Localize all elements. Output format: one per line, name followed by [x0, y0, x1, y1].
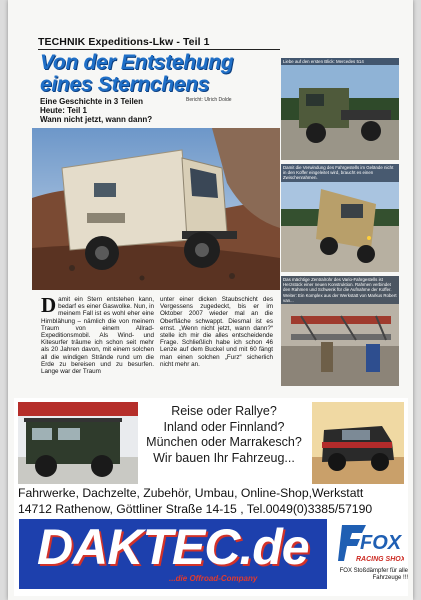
ad-question-4: Wir bauen Ihr Fahrzeug...	[153, 450, 295, 465]
ad-pajero-photo	[312, 402, 404, 484]
ad-question-3: München oder Marrakesch?	[146, 435, 302, 449]
article-column-2: unter einer dicken Staubschicht des Vergessens zugedeckt, bis er im Oktober 2007 wieder mal an die Oberfläche schwappt. Diesmal ist es ernst. „Wenn nicht jetzt, wann dann?“ stelle ich mir die alles entscheidende Frage. Schließlich habe ich schon 46 Lenze auf dem Buckel und mit 60 fängt man einen solchen „Furz“ sicherlich nicht mehr an.	[160, 296, 273, 368]
section-heading: TECHNIK Expeditions-Lkw - Teil 1	[38, 36, 210, 48]
drop-cap: D	[41, 293, 57, 317]
subtitle-line-1: Eine Geschichte in 3 Teilen	[40, 97, 143, 106]
ad-address-line: 14712 Rathenow, Göttliner Straße 14-15 , Tel.0049(0)3385/57190	[18, 502, 373, 516]
article-title	[40, 52, 285, 96]
title-line-1: Von der Entstehung	[40, 51, 234, 74]
daktec-slogan: ...die Offroad-Company	[169, 574, 258, 583]
caption-top: Liebe auf den ersten Blick: Mercedes 514	[281, 58, 399, 65]
magazine-page	[8, 0, 413, 600]
ad-services-line: Fahrwerke, Dachzelte, Zubehör, Umbau, Online-Shop,Werkstatt	[18, 486, 364, 500]
ad-question-1: Reise oder Rallye?	[171, 404, 277, 418]
right-photo-middle	[281, 164, 399, 272]
daktec-logo: DAKTEC.de	[37, 519, 309, 575]
title-line-2: eines Sternchens	[40, 73, 210, 96]
ad-question-2: Inland oder Finnland?	[163, 419, 285, 434]
subtitle-line-3: Wann nicht jetzt, wann dann?	[40, 115, 153, 124]
author-credit: Bericht: Ulrich Dolde	[186, 97, 232, 103]
fox-logo-text: FOX	[360, 532, 402, 554]
ad-landrover-photo	[18, 402, 138, 484]
article-col1-text: amit ein Stern entstehen kann, bedarf es einer Gaswolke. Nun, in meinem Fall ist es wohl eher eine Hirnblähung – nämlich die von meinem Traum von einem Allrad-Expeditionsmobil. Als Wind- und Kitesurfer träume ich schon seit mehr als 20 Jahren davon, mit einem solchen all die windigen Strände rund um die Erde zu bereisen und zu besurfen. Lange war der Traum	[41, 296, 154, 376]
heading-rule	[38, 49, 280, 50]
right-photo-bottom	[281, 276, 399, 386]
daktec-banner	[19, 519, 327, 589]
article-subtitle	[40, 97, 210, 124]
right-photo-top	[281, 58, 399, 160]
main-truck-photo	[32, 128, 280, 290]
caption-bottom: Das mächtige Zentralrohr des Vario-Fahrgestells ist Herzstück einer neuen Konstruktion. Rahmen verbindet den Rahmen und Schwenk für die Aufnahme der Koffer. Weiter: Ein Komplex aus der Werkstatt von Markus Robert van...	[281, 276, 399, 304]
fox-logo-subtext: RACING SHOX	[356, 556, 404, 563]
fox-tagline: FOX Stoßdämpfer für alle Fahrzeuge !!!	[339, 568, 408, 581]
daktec-advertisement	[14, 398, 408, 596]
fox-logo	[338, 521, 404, 567]
article-column-1	[41, 293, 154, 376]
subtitle-line-2: Heute: Teil 1	[40, 106, 87, 115]
caption-middle: Damit die Verwindung des Fahrgestells im Gelände nicht in den Koffer eingeleitet wird, braucht es einen Zwischenrahmen.	[281, 164, 399, 182]
ad-questions	[144, 404, 304, 466]
